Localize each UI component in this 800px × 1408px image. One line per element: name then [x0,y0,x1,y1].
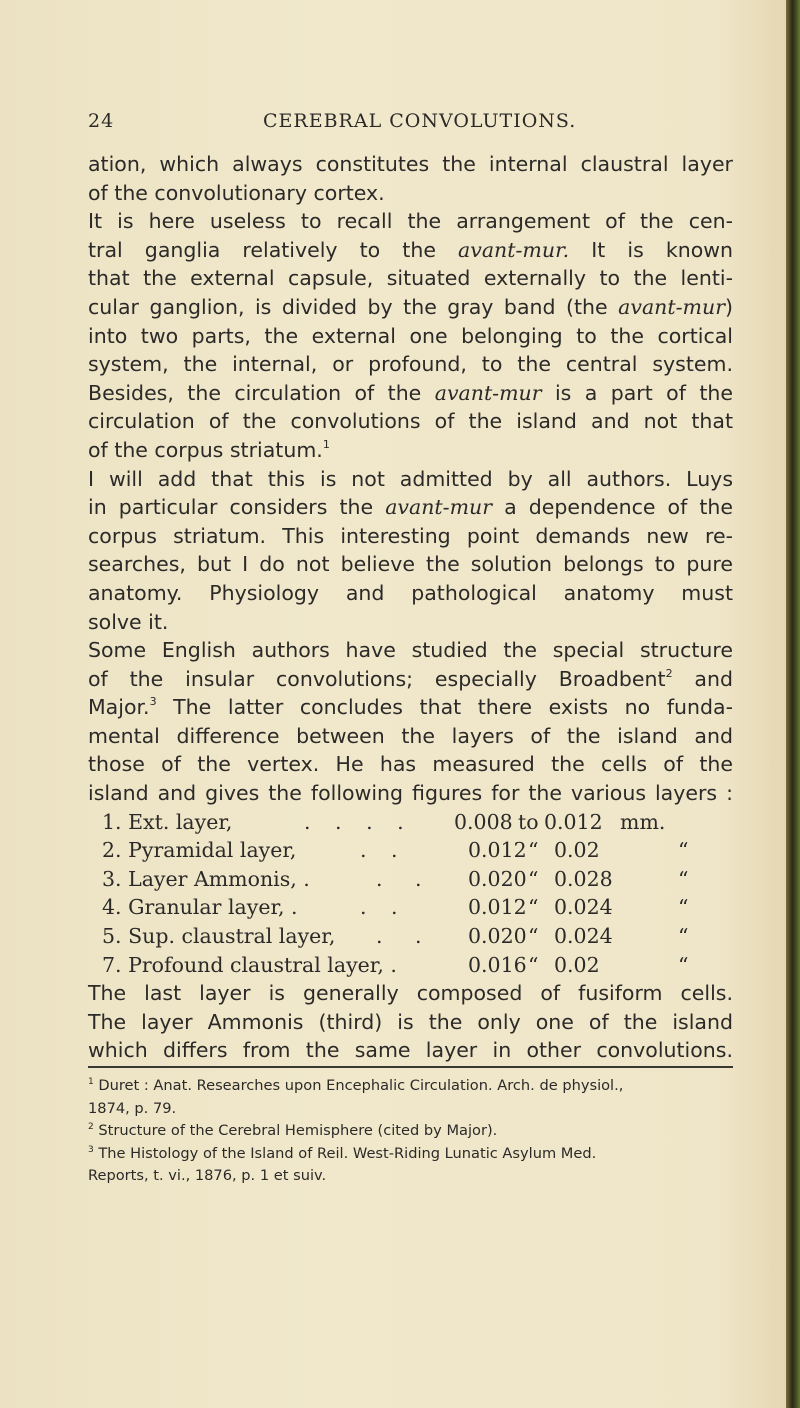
table-row: 3. Layer Ammonis, . . . 0.020 “ 0.028 “ [88,865,733,894]
footnote-ref: 1 [322,437,330,451]
text-line: Major.$^3$ The latter concludes that there exists no funda- [88,695,733,720]
text-line: those of the vertex. He has measured the cells of the [88,752,733,777]
italic-term: avant-mur [618,294,725,319]
table-row: 1. Ext. layer, . . . . 0.008 to 0.012 mm. [88,808,733,837]
text-line: The layer Ammonis (third) is the only one of the island [88,1009,733,1034]
layer-name: 2. Pyramidal layer, [102,838,297,863]
size-from: 0.012 [468,895,527,920]
text-line: island and gives the following figures for the various layers : [88,781,733,806]
layer-name: 7. Profound claustral layer, . [102,952,397,977]
size-from: 0.012 [468,838,527,863]
text-line: Besides, the circulation of the avant-mur is a part of the [88,380,733,405]
text-line: in particular considers the avant-mur a dependence of the [88,495,733,520]
layer-name: 3. Layer Ammonis, . [102,866,310,891]
text-line: ation, which always constitutes the internal claustral layer [88,152,733,176]
footnote-ref: 3 [149,695,157,709]
footnote-divider [88,1066,733,1068]
text-line: cular ganglion, is divided by the gray band (the avant-mur) [88,294,733,319]
text-line: of the corpus striatum.$^1$ [88,437,330,462]
paragraph-start: Some English authors have studied the special structure [88,638,733,663]
footnotes [88,1075,733,1188]
size-to: 0.02 [554,952,600,977]
size-from: 0.020 [468,924,527,949]
running-head: CEREBRAL CONVOLUTIONS. [263,110,577,132]
italic-term: avant-mur [434,380,542,405]
footnote-1-cont: 1874, p. 79. [88,1099,177,1117]
footnote-3: $^3$ The Histology of the Island of Reil. West-Riding Lunatic Asylum Med. [88,1144,597,1162]
footnote-1: $^1$ Duret : Anat. Researches upon Encephalic Circulation. Arch. de physiol., [88,1077,624,1094]
page-binding-edge [786,0,800,1408]
text-line: anatomy. Physiology and pathological anatomy must [88,580,733,605]
text-line: of the insular convolutions; especially Broadbent$^2$ and [88,666,733,691]
layer-name: 4. Granular layer, . [102,895,298,920]
italic-term: avant-mur. [458,237,570,262]
size-from: 0.020 [468,866,527,891]
text-line: tral ganglia relatively to the avant-mur. It is known [88,237,733,262]
footnote-ref: 2 [665,666,673,680]
text-line: mental difference between the layers of the island and [88,723,733,748]
size-to: 0.028 [554,866,613,891]
size-to: 0.012 [544,809,603,834]
text-line: searches, but I do not believe the solution belongs to pure [88,552,733,577]
table-row: 7. Profound claustral layer, . 0.016 “ 0.02 “ [88,951,733,980]
footnote-2: $^2$ Structure of the Cerebral Hemisphere (cited by Major). [88,1122,498,1139]
paragraph-start: The last layer is generally composed of fusiform cells. [88,981,733,1006]
paragraph-start: I will add that this is not admitted by all authors. Luys [88,466,733,491]
page-header [88,110,733,140]
layer-name: 5. Sup. claustral layer, [102,924,336,949]
body-text [88,150,733,1065]
size-from: 0.008 [454,809,513,834]
size-to: 0.024 [554,924,613,949]
layer-name: 1. Ext. layer, [102,809,233,834]
size-to: 0.02 [554,838,600,863]
paragraph-start: It is here useless to recall the arrangement of the cen- [88,209,733,234]
page-number: 24 [88,110,115,132]
size-to: 0.024 [554,895,613,920]
text-line: solve it. [88,609,169,634]
table-row: 5. Sup. claustral layer, . . 0.020 “ 0.024 “ [88,922,733,951]
text-line: of the convolutionary cortex. [88,180,385,205]
text-line: corpus striatum. This interesting point demands new re- [88,523,733,548]
text-line: into two parts, the external one belonging to the cortical [88,323,733,348]
italic-term: avant-mur [385,495,493,520]
measurement-table [88,808,733,980]
text-line: system, the internal, or profound, to the central system. [88,352,733,377]
table-row: 4. Granular layer, . . . 0.012 “ 0.024 “ [88,893,733,922]
size-from: 0.016 [468,952,527,977]
table-row: 2. Pyramidal layer, . . 0.012 “ 0.02 “ [88,836,733,865]
text-line: that the external capsule, situated externally to the lenti- [88,266,733,291]
text-line: circulation of the convolutions of the island and not that [88,409,733,434]
footnote-3-cont: Reports, t. vi., 1876, p. 1 et suiv. [88,1167,327,1184]
text-line: which differs from the same layer in other convolutions. [88,1038,733,1063]
